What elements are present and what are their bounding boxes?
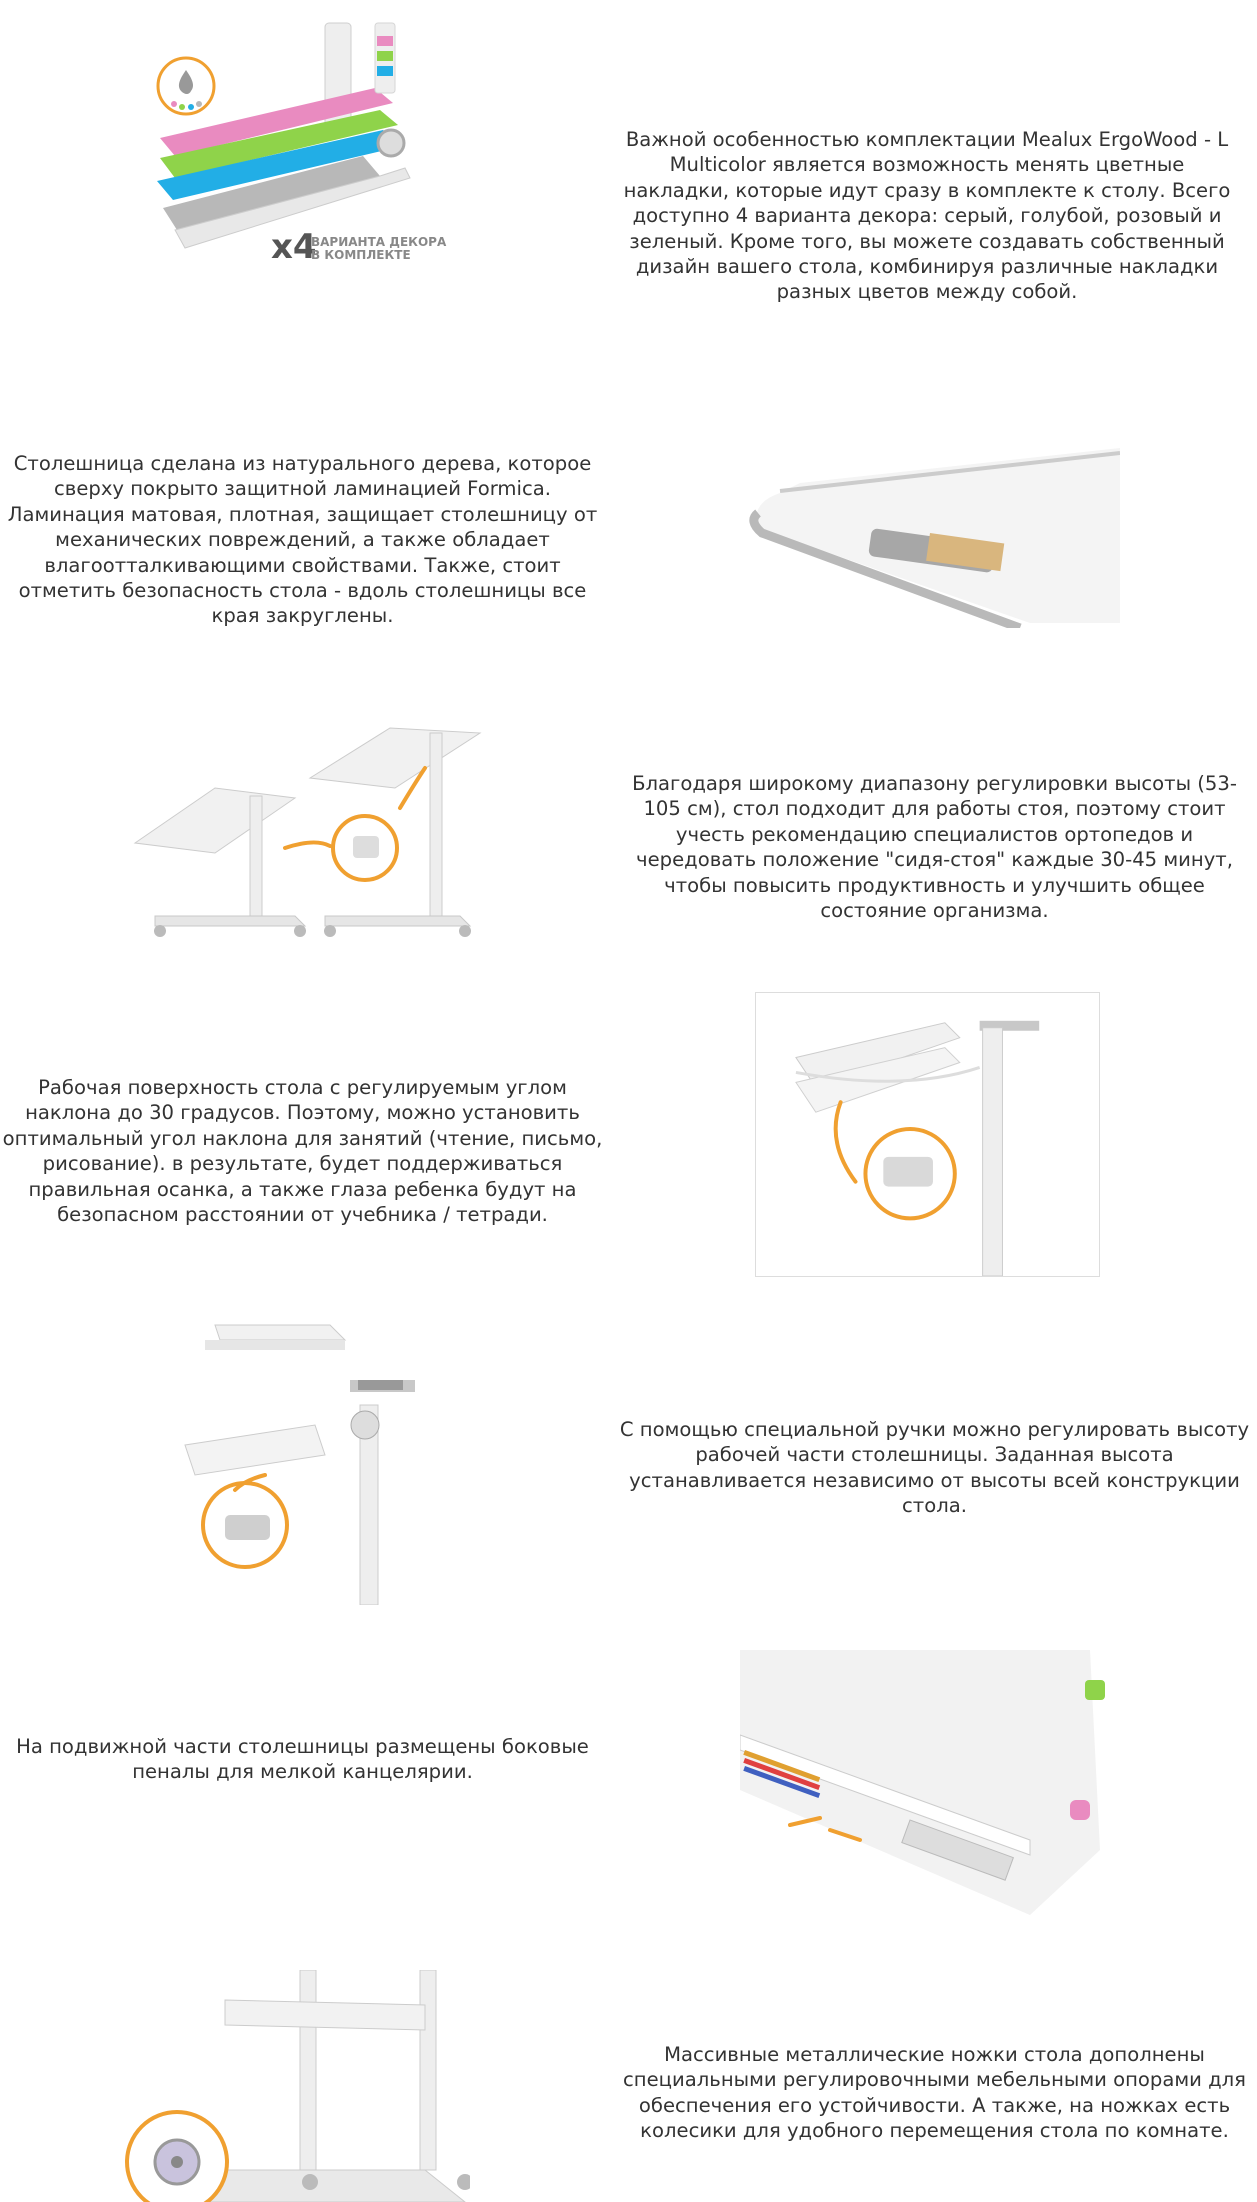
legs-image (125, 1970, 470, 2202)
feature-row-tilt (0, 950, 1257, 1275)
handle-image (125, 1315, 460, 1605)
height-adjust-illustration (125, 678, 490, 948)
decor-caption-line1: ВАРИАНТА ДЕКОРА (311, 235, 447, 249)
tabletop-edge-illustration (740, 343, 1120, 628)
pencil-cases-description: На подвижной части столешницы размещены боковые пеналы для мелкой канцелярии. (16, 1735, 589, 1784)
tilt-illustration (756, 993, 1099, 1276)
tilt-image (755, 992, 1100, 1277)
tilt-description: Рабочая поверхность стола с регулируемым углом наклона до 30 градусов. Поэтому, можно установить оптимальный угол наклона для занятий (чтение, письмо, рисование). в результате, будет поддерживаться правильная осанка, а также глаза ребенка будут на безопасном расстоянии от учебника / тетради. (2, 1076, 603, 1227)
decor-panels-image (115, 18, 450, 296)
height-adjust-image (125, 678, 490, 948)
decor-description: Важной особенностью комплектации Mealux ErgoWood - L Multicolor является возможность менять цветные накладки, которые идут сразу в комплекте к столу. Всего доступно 4 варианта декора: серый, голубой, розовый и зеленый. Кроме того, вы можете создавать собственный дизайн вашего стола, комбинируя различные накладки разных цветов между собой. (623, 128, 1231, 304)
handle-description: С помощью специальной ручки можно регулировать высоту рабочей части столешницы. Заданная высота устанавливается независимо от высоты всей конструкции стола. (619, 1418, 1250, 1518)
feature-row-tabletop (0, 310, 1257, 645)
tabletop-edge-image (740, 343, 1120, 628)
feature-row-legs (0, 1930, 1257, 2202)
legs-illustration (125, 1970, 470, 2202)
pencil-cases-illustration (740, 1650, 1115, 1915)
feature-row-pencil-cases (0, 1610, 1257, 1930)
height-description: Благодаря широкому диапазону регулировки высоты (53-105 см), стол подходит для работы стоя, поэтому стоит учесть рекомендацию специалистов ортопедов и чередовать положение "сидя-стоя" каждые 30-45 минут, чтобы повысить продуктивность и улучшить общее состояние организма. (632, 772, 1237, 923)
decor-badge: x4 (271, 227, 317, 267)
tabletop-description: Столешница сделана из натурального дерева, которое сверху покрыто защитной ламинацией Formica. Ламинация матовая, плотная, защищает столешницу от механических повреждений, а также обладает влагоотталкивающими свойствами. Также, стоит отметить безопасность стола - вдоль столешницы все края закруглены. (7, 452, 598, 628)
feature-row-decor (0, 0, 1257, 310)
decor-panels-illustration (115, 18, 450, 296)
handle-illustration (125, 1315, 460, 1605)
legs-description: Массивные металлические ножки стола дополнены специальными регулировочными мебельными опорами для обеспечения его устойчивости. А также, на ножках есть колесики для удобного перемещения стола по комнате. (623, 2043, 1246, 2143)
feature-row-handle (0, 1275, 1257, 1610)
pencil-cases-image (740, 1650, 1115, 1915)
feature-row-height (0, 645, 1257, 950)
decor-caption-line2: В КОМПЛЕКТЕ (311, 248, 411, 262)
